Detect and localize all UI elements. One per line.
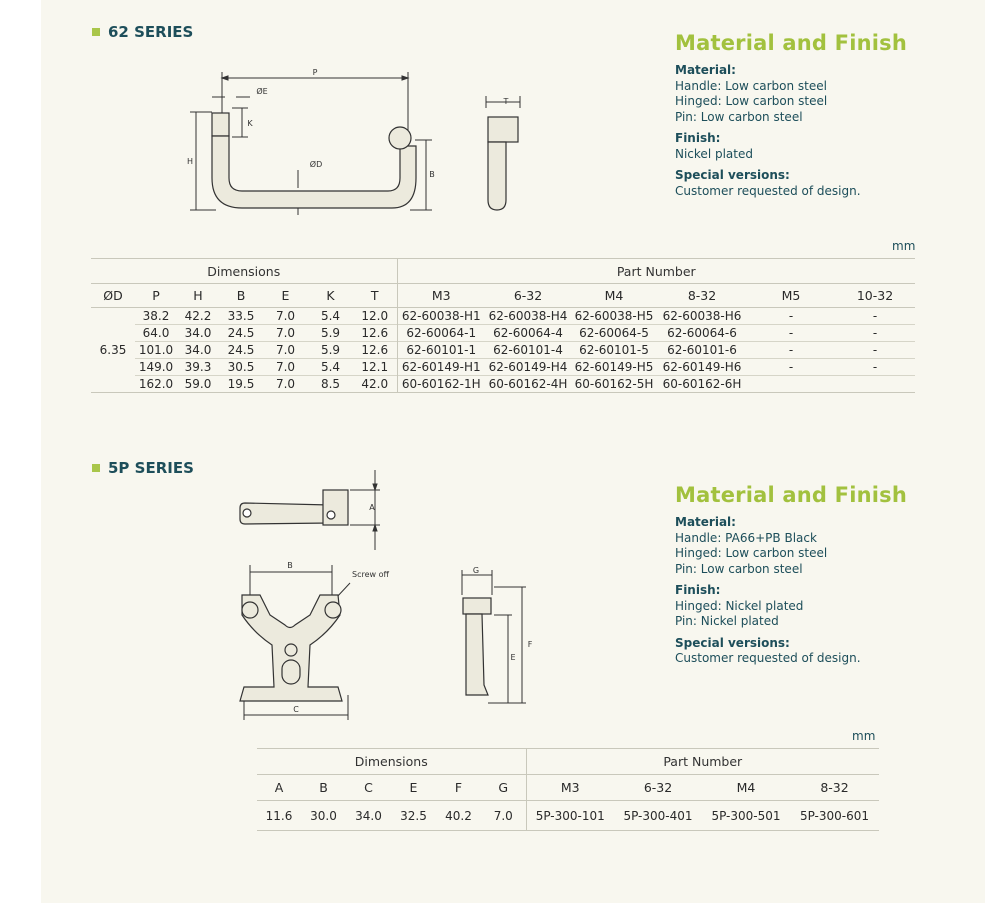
material-line: Hinged: Low carbon steel: [675, 94, 828, 108]
series-62-heading: [92, 23, 193, 41]
table-cell: 62-60064-5: [579, 326, 649, 340]
table-cell: 12.1: [353, 359, 397, 376]
table-cell: 7.0: [275, 343, 296, 357]
table-cell: 7.0: [275, 326, 296, 340]
col-header: C: [364, 780, 373, 795]
material-line: Pin: Low carbon steel: [675, 109, 803, 124]
table-cell: 5P-300-401: [623, 808, 693, 823]
dim-label-g: G: [472, 566, 480, 575]
table-cell: [747, 376, 835, 393]
table-cell: 5P-300-601: [799, 808, 870, 823]
col-header: 10-32: [856, 288, 894, 303]
group-header-part-number: Part Number: [397, 259, 915, 284]
material-label: Material:: [675, 63, 736, 77]
table-cell: 62-60149-H5: [574, 360, 654, 374]
finish-line: Pin: Nickel plated: [675, 614, 779, 628]
dim-label-c: C: [293, 705, 299, 714]
table-cell: 7.0: [275, 309, 296, 323]
finish-line: Nickel plated: [675, 146, 753, 161]
table-cell: 62-60038-H1: [401, 309, 481, 323]
col-header: B: [319, 780, 328, 795]
table-cell: 62-60064-4: [493, 326, 563, 340]
col-header: M4: [736, 780, 756, 795]
table-cell: 12.6: [353, 342, 397, 359]
table-cell: -: [872, 343, 878, 357]
table-cell: -: [788, 343, 794, 357]
handle-5p-drawing: [230, 465, 560, 725]
table-cell: 62-60038-H4: [488, 309, 568, 323]
material-label: Material:: [675, 515, 736, 529]
table-cell: 62-60101-6: [667, 343, 737, 357]
screw-off-label: Screw off: [352, 570, 390, 579]
table-cell: 5P-300-501: [711, 808, 781, 823]
table-cell: 62-60101-5: [579, 343, 649, 357]
table-cell: 59.0: [184, 377, 212, 391]
col-header: B: [236, 288, 246, 303]
table-cell: 62-60064-6: [667, 326, 737, 340]
special-versions-line: Customer requested of design.: [675, 651, 861, 665]
col-header: M3: [560, 780, 580, 795]
col-header: M4: [604, 288, 624, 303]
table-cell: 24.5: [227, 343, 255, 357]
spec-table-62: [91, 258, 915, 393]
green-square-icon: [92, 464, 100, 472]
table-row: [91, 308, 915, 325]
table-cell: 33.5: [227, 309, 255, 323]
table-cell: -: [788, 326, 794, 340]
table-cell: 38.2: [142, 309, 170, 323]
table-cell: -: [788, 360, 794, 374]
table-cell: 62-60101-4: [493, 343, 563, 357]
finish-label: Finish:: [675, 583, 721, 597]
dim-label-a: A: [369, 503, 375, 512]
table-cell: 40.2: [445, 808, 472, 823]
table-cell: 12.6: [353, 325, 397, 342]
table-cell: 62-60149-H4: [488, 360, 568, 374]
table-cell: 34.0: [355, 808, 382, 823]
dim-label-h: H: [186, 157, 194, 166]
unit-label-62: mm: [892, 239, 916, 253]
material-line: Handle: PA66+PB Black: [675, 530, 817, 545]
table-cell: 60-60162-6H: [662, 377, 742, 391]
group-header-dimensions: Dimensions: [257, 749, 526, 775]
col-header: 6-32: [513, 288, 543, 303]
unit-label-5p: mm: [852, 729, 876, 743]
finish-label: Finish:: [675, 131, 721, 145]
table-cell: 5P-300-101: [535, 808, 605, 823]
material-finish-block-5p: [675, 515, 861, 667]
table-cell: 149.0: [138, 360, 174, 374]
col-header: G: [481, 775, 526, 801]
col-header: H: [193, 288, 203, 303]
group-header-dimensions: Dimensions: [91, 259, 397, 284]
material-finish-title-62: Material and Finish: [675, 31, 907, 55]
table-cell: 42.0: [353, 376, 397, 393]
col-header: 8-32: [820, 780, 849, 795]
table-cell: 19.5: [227, 377, 255, 391]
col-header: ØD: [103, 288, 123, 303]
col-header: T: [353, 284, 397, 308]
col-header: F: [454, 780, 463, 795]
table-cell: 62-60101-1: [406, 343, 477, 357]
table-cell: 34.0: [184, 326, 212, 340]
dim-label-p: P: [312, 68, 318, 77]
table-cell: -: [788, 309, 794, 323]
table-cell: 5.9: [320, 326, 341, 340]
table-cell: 62-60149-H1: [401, 360, 481, 374]
table-cell: -: [872, 326, 878, 340]
material-finish-block-62: [675, 63, 861, 199]
series-62-title: 62 SERIES: [108, 23, 194, 41]
dim-label-t: T: [503, 97, 509, 106]
dim-label-e: ØE: [256, 87, 268, 96]
table-cell: [835, 376, 915, 393]
table-cell: 162.0: [138, 377, 174, 391]
col-header: P: [152, 288, 160, 303]
table-cell: 11.6: [265, 808, 293, 823]
table-cell: 62-60149-H6: [662, 360, 742, 374]
col-header: A: [274, 780, 284, 795]
table-row: [257, 801, 879, 831]
table-cell: 64.0: [142, 326, 170, 340]
dim-label-e: E: [510, 653, 516, 662]
table-cell: 30.0: [310, 808, 337, 823]
dim-label-d: ØD: [309, 160, 323, 169]
col-header: M3: [431, 288, 451, 303]
table-cell: -: [872, 309, 878, 323]
group-header-part-number: Part Number: [526, 749, 879, 775]
table-cell: 7.0: [275, 360, 296, 374]
table-row: [91, 359, 915, 376]
green-square-icon: [92, 28, 100, 36]
material-line: Handle: Low carbon steel: [675, 78, 827, 93]
table-cell-d: 6.35: [91, 308, 135, 393]
material-line: Pin: Low carbon steel: [675, 561, 803, 576]
col-header: K: [326, 288, 335, 303]
handle-62-drawing: [170, 60, 550, 230]
table-cell: 12.0: [353, 308, 397, 325]
dim-label-f: F: [527, 640, 533, 649]
col-header: 6-32: [643, 780, 673, 795]
series-5p-heading: [92, 459, 194, 477]
col-header: 8-32: [687, 288, 717, 303]
table-cell: 8.5: [320, 377, 341, 391]
table-row: [91, 342, 915, 359]
col-header: E: [281, 288, 290, 303]
table-cell: 60-60162-1H: [401, 377, 481, 391]
table-cell: 5.9: [320, 343, 341, 357]
table-cell: 34.0: [184, 343, 212, 357]
special-versions-line: Customer requested of design.: [675, 183, 861, 198]
dim-label-b: B: [287, 561, 293, 570]
table-cell: 5.4: [320, 309, 341, 323]
series-5p-title: 5P SERIES: [108, 459, 194, 477]
table-cell: 32.5: [400, 808, 427, 823]
table-cell: 5.4: [320, 360, 341, 374]
table-cell: 7.0: [481, 801, 526, 831]
table-row: [91, 325, 915, 342]
material-finish-title-5p: Material and Finish: [675, 483, 907, 507]
table-cell: 39.3: [184, 360, 212, 374]
table-cell: 30.5: [227, 360, 255, 374]
table-cell: 101.0: [138, 343, 174, 357]
spec-table-5p: [257, 748, 879, 831]
table-cell: 60-60162-4H: [488, 377, 568, 391]
table-cell: 62-60038-H6: [662, 309, 742, 323]
table-cell: 24.5: [227, 326, 255, 340]
material-line: Hinged: Low carbon steel: [675, 546, 828, 560]
col-header: E: [409, 780, 418, 795]
dim-label-b: B: [429, 170, 435, 179]
table-cell: 62-60064-1: [406, 326, 477, 340]
special-versions-label: Special versions:: [675, 168, 790, 182]
table-cell: 42.2: [184, 309, 212, 323]
special-versions-label: Special versions:: [675, 635, 790, 650]
table-cell: 7.0: [275, 377, 296, 391]
table-cell: 60-60162-5H: [574, 377, 654, 391]
table-cell: 62-60038-H5: [574, 309, 654, 323]
table-cell: -: [872, 360, 878, 374]
finish-line: Hinged: Nickel plated: [675, 598, 804, 613]
dim-label-k: K: [247, 119, 253, 128]
table-row: [91, 376, 915, 393]
col-header: M5: [781, 288, 801, 303]
